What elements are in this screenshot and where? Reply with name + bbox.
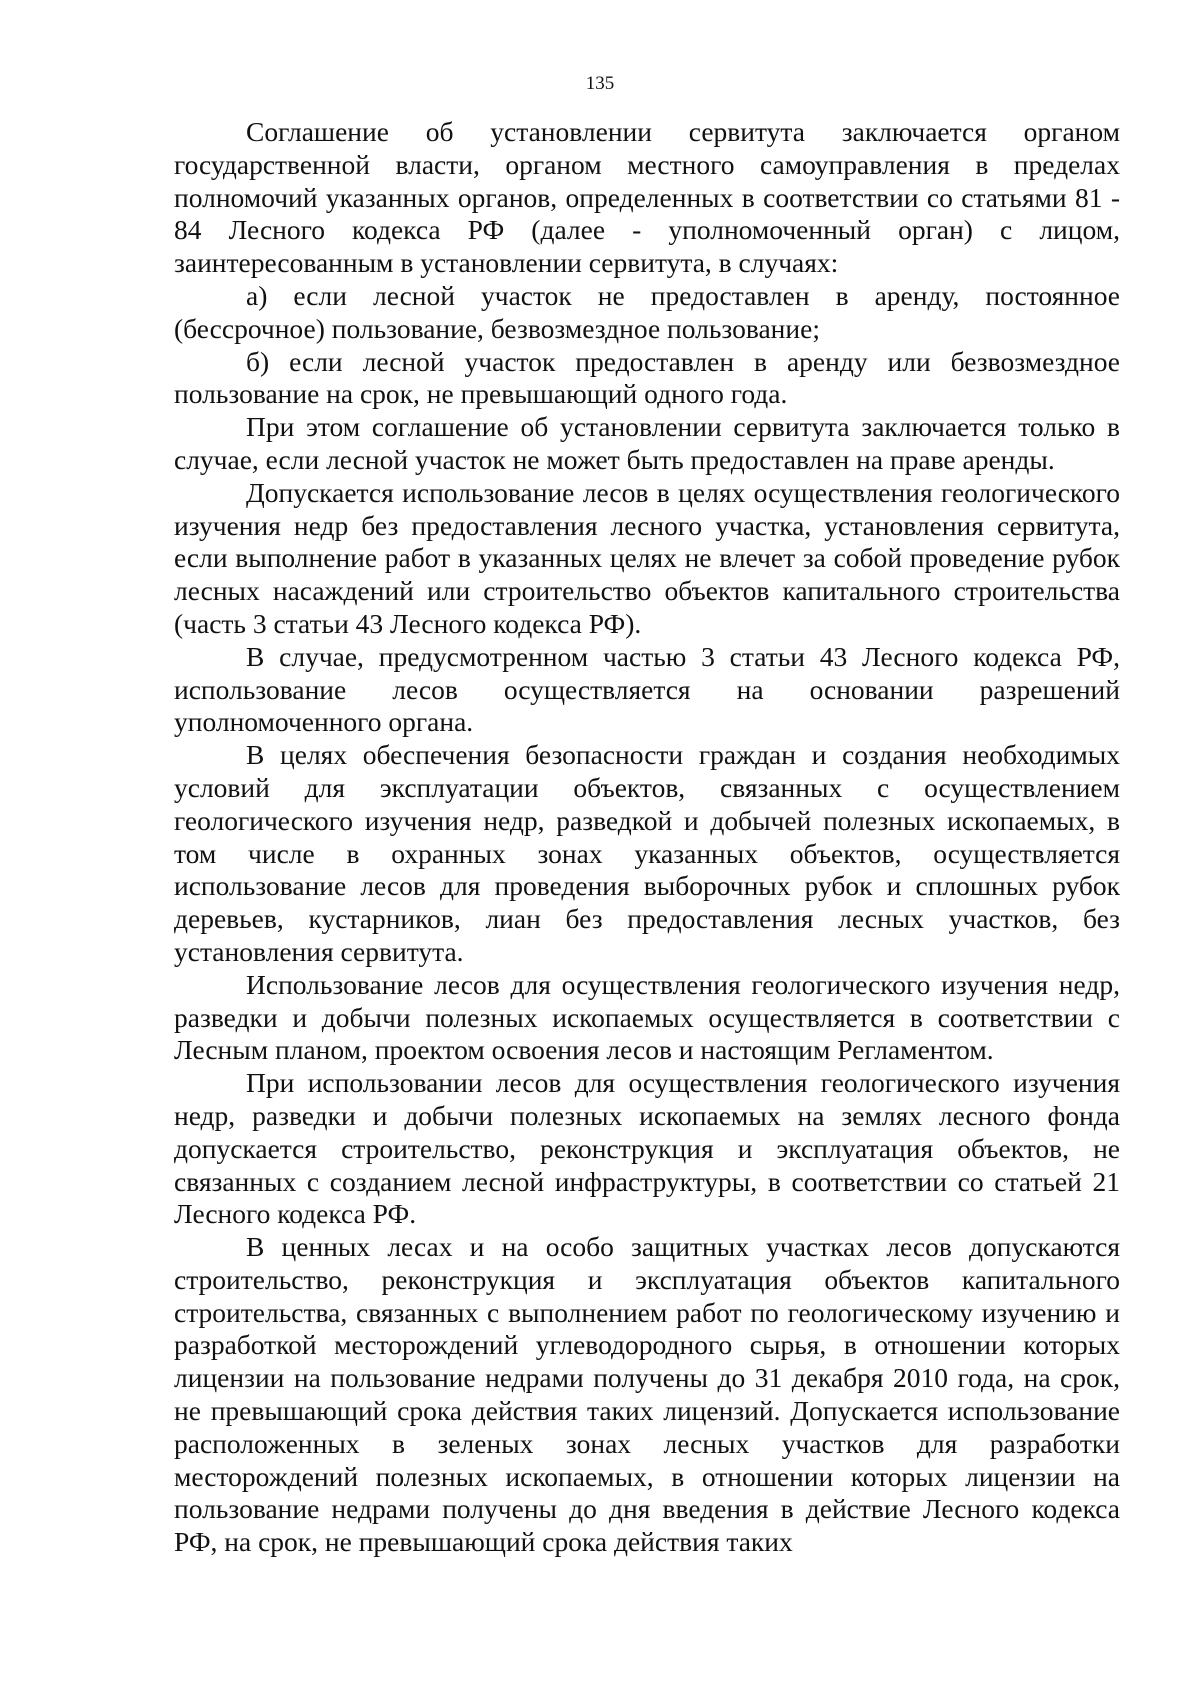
list-item-b: б) если лесной участок предоставлен в аренду или безвозмездное пользование на срок, не превышающий одного года.	[174, 345, 1120, 410]
paragraph-servitude-agreement: Соглашение об установлении сервитута заключается органом государственной власти, органом местного самоуправления в пределах полномочий указанных органов, определенных в соответствии со статьями 81 - 84 Лесного кодекса РФ (далее - уполномоченный орган) с лицом, заинтересованным в установлении сервитута, в случаях:	[174, 116, 1120, 279]
paragraph-forest-plan: Использование лесов для осуществления геологического изучения недр, разведки и добычи полезных ископаемых осуществляется в соответствии с Лесным планом, проектом освоения лесов и настоящим Регламентом.	[174, 968, 1120, 1066]
list-item-a: а) если лесной участок не предоставлен в аренду, постоянное (бессрочное) пользование, безвозмездное пользование;	[174, 279, 1120, 344]
page-number: 135	[585, 73, 615, 94]
paragraph-permissions: В случае, предусмотренном частью 3 статьи 43 Лесного кодекса РФ, использование лесов осуществляется на основании разрешений уполномоченного органа.	[174, 640, 1120, 738]
paragraph-safety-felling: В целях обеспечения безопасности граждан и создания необходимых условий для эксплуатации объектов, связанных с осуществлением геологического изучения недр, разведкой и добычей полезных ископаемых, в том числе в охранных зонах указанных объектов, осуществляется использование лесов для проведения выборочных рубок и сплошных рубок деревьев, кустарников, лиан без предоставления лесных участков, без установления сервитута.	[174, 739, 1120, 967]
paragraph-valuable-forests: В ценных лесах и на особо защитных участках лесов допускаются строительство, реконструкция и эксплуатация объектов капитального строительства, связанных с выполнением работ по геологическому изучению и разработкой месторождений углеводородного сырья, в отношении которых лицензии на пользование недрами получены до 31 декабря 2010 года, на срок, не превышающий срока действия таких лицензий. Допускается использование расположенных в зеленых зонах лесных участков для разработки месторождений полезных ископаемых, в отношении которых лицензии на пользование недрами получены до дня введения в действие Лесного кодекса РФ, на срок, не превышающий срока действия таких	[174, 1231, 1120, 1558]
document-body	[174, 116, 1120, 1559]
paragraph-lease-condition: При этом соглашение об установлении сервитута заключается только в случае, если лесной участок не может быть предоставлен на праве аренды.	[174, 411, 1120, 475]
paragraph-construction: При использовании лесов для осуществления геологического изучения недр, разведки и добычи полезных ископаемых на землях лесного фонда допускается строительство, реконструкция и эксплуатация объектов, не связанных с созданием лесной инфраструктуры, в соответствии со статьей 21 Лесного кодекса РФ.	[174, 1067, 1120, 1230]
paragraph-geological-study: Допускается использование лесов в целях осуществления геологического изучения недр без предоставления лесного участка, установления сервитута, если выполнение работ в указанных целях не влечет за собой проведение рубок лесных насаждений или строительство объектов капитального строительства (часть 3 статьи 43 Лесного кодекса РФ).	[174, 476, 1120, 639]
